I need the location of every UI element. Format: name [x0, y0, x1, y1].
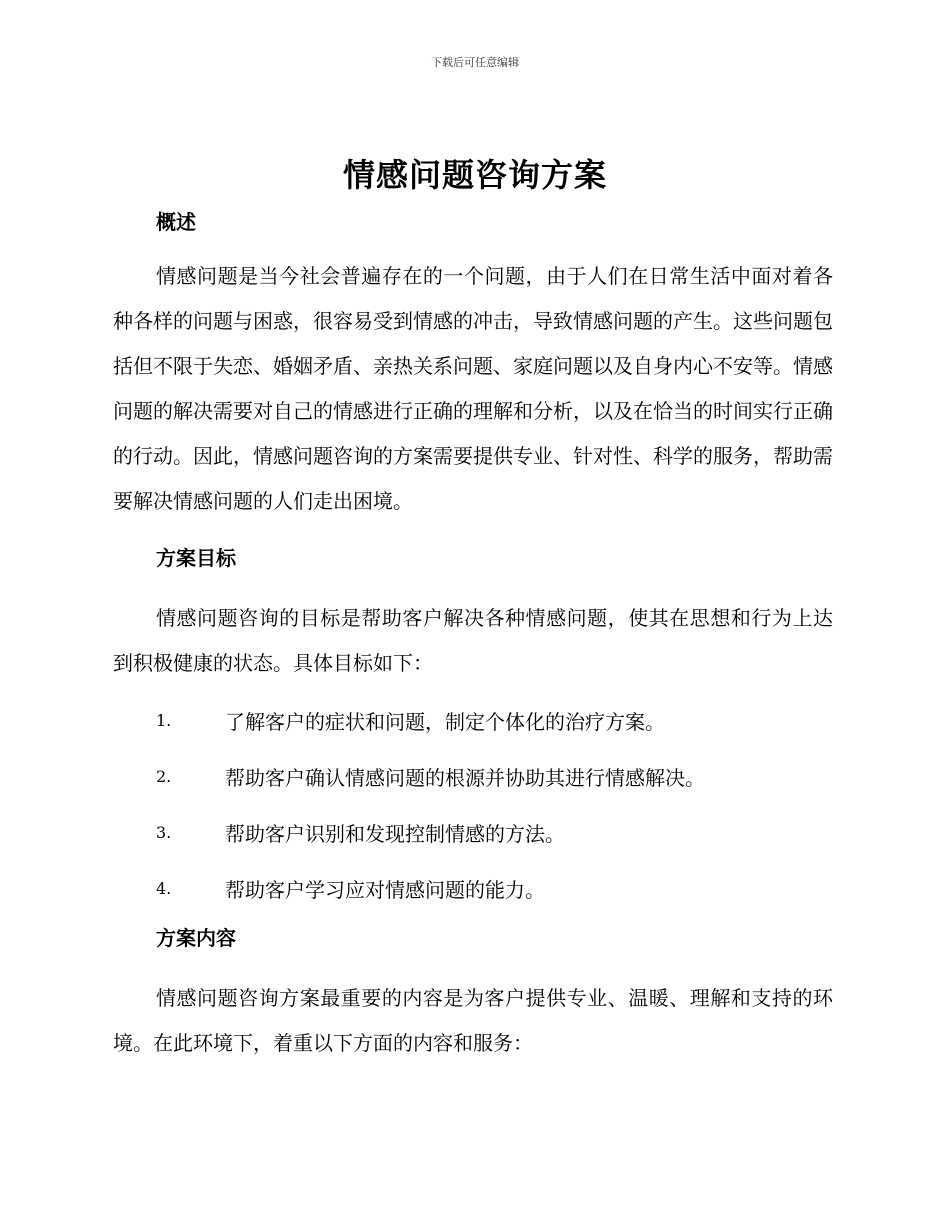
- section-heading-overview: 概述: [156, 210, 196, 234]
- document-title: 情感问题咨询方案: [342, 156, 607, 194]
- list-item-number: 2.: [156, 766, 172, 786]
- section-heading-goals: 方案目标: [156, 546, 236, 570]
- overview-paragraph: 情感问题是当今社会普遍存在的一个问题，由于人们在日常生活中面对着各种各样的问题与困惑，很容易受到情感的冲击，导致情感问题的产生。这些问题包括但不限于失恋、婚姻矛盾、亲热关系问题、家庭问题以及自身内心不安等。情感问题的解决需要对自己的情感进行正确的理解和分析，以及在恰当的时间实行正确的行动。因此，情感问题咨询的方案需要提供专业、针对性、科学的服务，帮助需要解决情感问题的人们走出困境。: [113, 264, 833, 513]
- list-item: [113, 748, 833, 804]
- list-item-number: 4.: [156, 878, 172, 898]
- list-item-text: 帮助客户学习应对情感问题的能力。: [225, 877, 545, 902]
- list-item: [113, 860, 833, 916]
- header-note: 下载后可任意编辑: [431, 56, 519, 69]
- list-item-text: 帮助客户确认情感问题的根源并协助其进行情感解决。: [225, 765, 705, 790]
- list-item-text: 了解客户的症状和问题，制定个体化的治疗方案。: [225, 709, 665, 734]
- list-item-text: 帮助客户识别和发现控制情感的方法。: [225, 821, 565, 846]
- list-item-number: 1.: [156, 710, 172, 730]
- document-body: [113, 204, 833, 1066]
- goals-list: [113, 692, 833, 916]
- goals-paragraph: 情感问题咨询的目标是帮助客户解决各种情感问题，使其在思想和行为上达到积极健康的状态。具体目标如下：: [113, 606, 833, 675]
- list-item-number: 3.: [156, 822, 172, 842]
- list-item: [113, 692, 833, 748]
- list-item: [113, 804, 833, 860]
- content-paragraph: 情感问题咨询方案最重要的内容是为客户提供专业、温暖、理解和支持的环境。在此环境下，着重以下方面的内容和服务：: [113, 986, 833, 1055]
- section-heading-content: 方案内容: [156, 926, 236, 950]
